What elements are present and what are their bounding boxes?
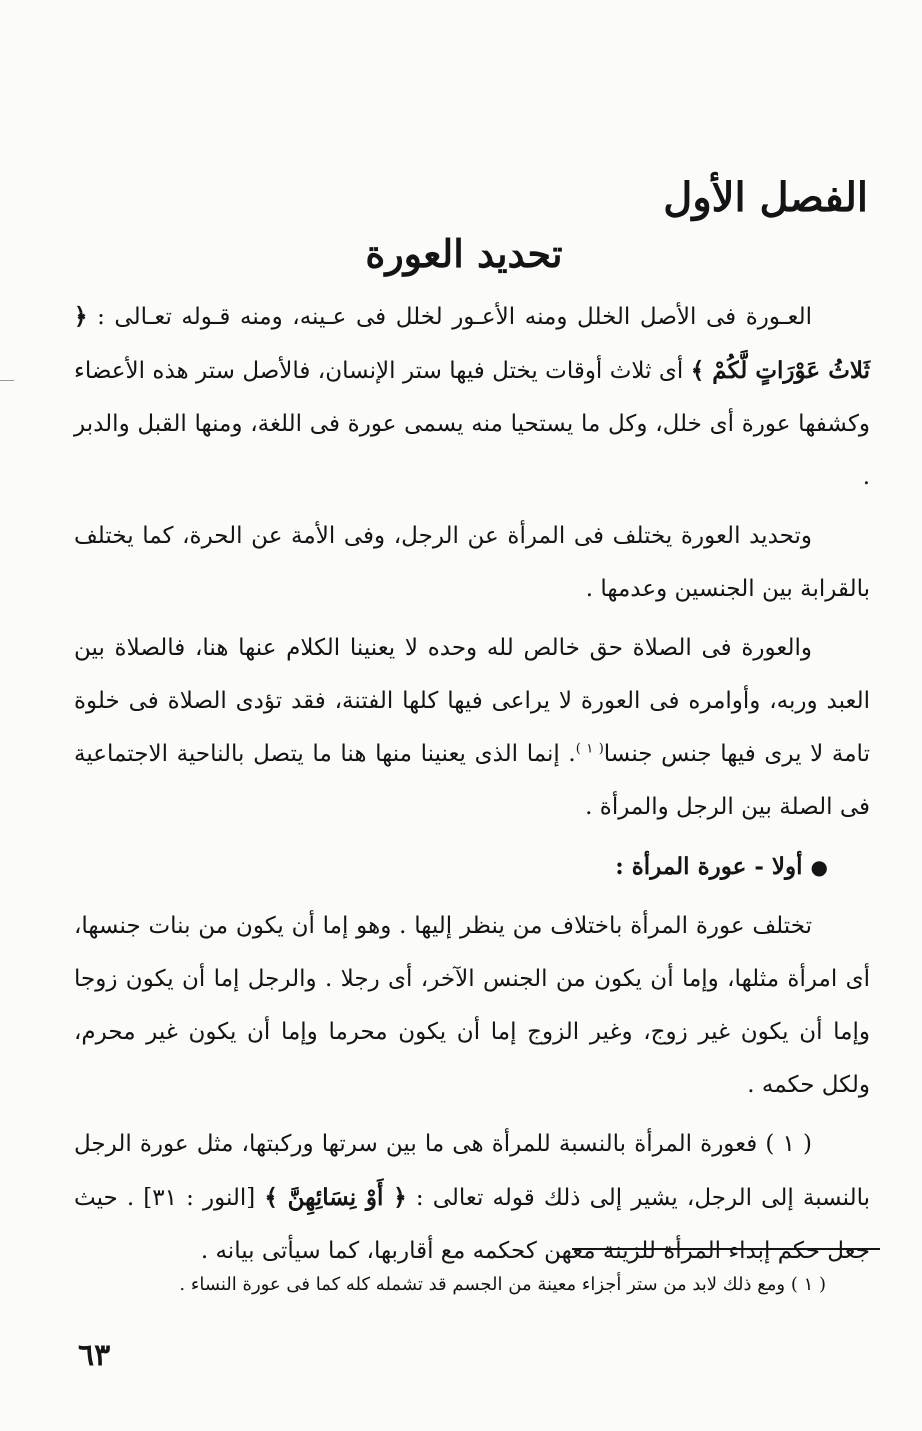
paragraph-3-intro: والعورة فى الصلاة حق خالص لله وحده لا يعنينا الكلام عنها هنا، فالصلاة بين العبد وربه، وأوامره فى العورة لا يراعى فيها كلها الفتنة، فقد تؤدى الصلاة فى خلوة تامة لا يرى فيها جنس جنسا (74, 635, 870, 767)
body-text (74, 290, 870, 1284)
footnote: ( ١ ) ومع ذلك لابد من ستر أجزاء معينة من الجسم قد تشمله كله كما فى عورة النساء . (179, 1274, 826, 1295)
subsection-heading-text: أولا - عورة المرأة : (615, 853, 803, 880)
paragraph-1-rest: أى ثلاث أوقات يختل فيها ستر الإنسان، فالأصل ستر هذه الأعضاء وكشفها عورة أى خلل، وكل ما يستحيا منه يسمى عورة فى اللغة، ومنها القبل والدبر . (74, 358, 871, 490)
paragraph-5-intro: ( ١ ) فعورة المرأة بالنسبة للمرأة هى ما بين سرتها وركبتها، مثل عورة الرجل بالنسبة إلى الرجل، يشير إلى ذلك قوله تعالى : (74, 1131, 871, 1211)
subsection-heading (74, 840, 870, 894)
paragraph-5-rest: [النور : ٣١] . حيث جعل حكم إبداء المرأة للزينة معهن كحكمه مع أقاربها، كما سيأتى بيانه . (74, 1185, 870, 1264)
paragraph-2: وتحديد العورة يختلف فى المرأة عن الرجل، وفى الأمة عن الحرة، كما يختلف بالقرابة بين الجنسين وعدمها . (74, 523, 870, 602)
paragraph-4: تختلف عورة المرأة باختلاف من ينظر إليها . وهو إما أن يكون من بنات جنسها، أى امرأة مثلها، وإما أن يكون من الجنس الآخر، أى رجلا . والرجل إما أن يكون زوجا وإما أن يكون غير زوج، وغير الزوج إما أن يكون محرما وإما أن يكون غير محرم، ولكل حكمه . (74, 913, 870, 1098)
paragraph-3 (74, 622, 870, 834)
bullet-icon: ● (810, 855, 828, 879)
paragraph-1 (74, 290, 870, 504)
paragraph-1-intro: العـورة فى الأصل الخلل ومنه الأعـور لخلل فى عـينه، ومنه قـوله تعـالى : (97, 304, 812, 330)
quran-verse-1: ﴿ ثَلاثُ عَوْرَاتٍ لَّكُمْ ﴾ (74, 303, 870, 384)
section-title: تحديد العورة (365, 231, 563, 276)
paragraph-5 (74, 1118, 870, 1278)
quran-verse-2: ﴿ أَوْ نِسَائِهِنَّ ﴾ (264, 1184, 407, 1211)
page-number: ٦٣ (78, 1338, 111, 1373)
footnote-divider (572, 1248, 880, 1250)
chapter-title: الفصل الأول (663, 174, 868, 221)
footnote-reference[interactable]: ( ١ ) (575, 741, 604, 757)
scan-mark (0, 380, 14, 381)
paragraph-3-rest: . إنما الذى يعنينا منها هنا ما يتصل بالناحية الاجتماعية فى الصلة بين الرجل والمرأة . (74, 741, 870, 820)
